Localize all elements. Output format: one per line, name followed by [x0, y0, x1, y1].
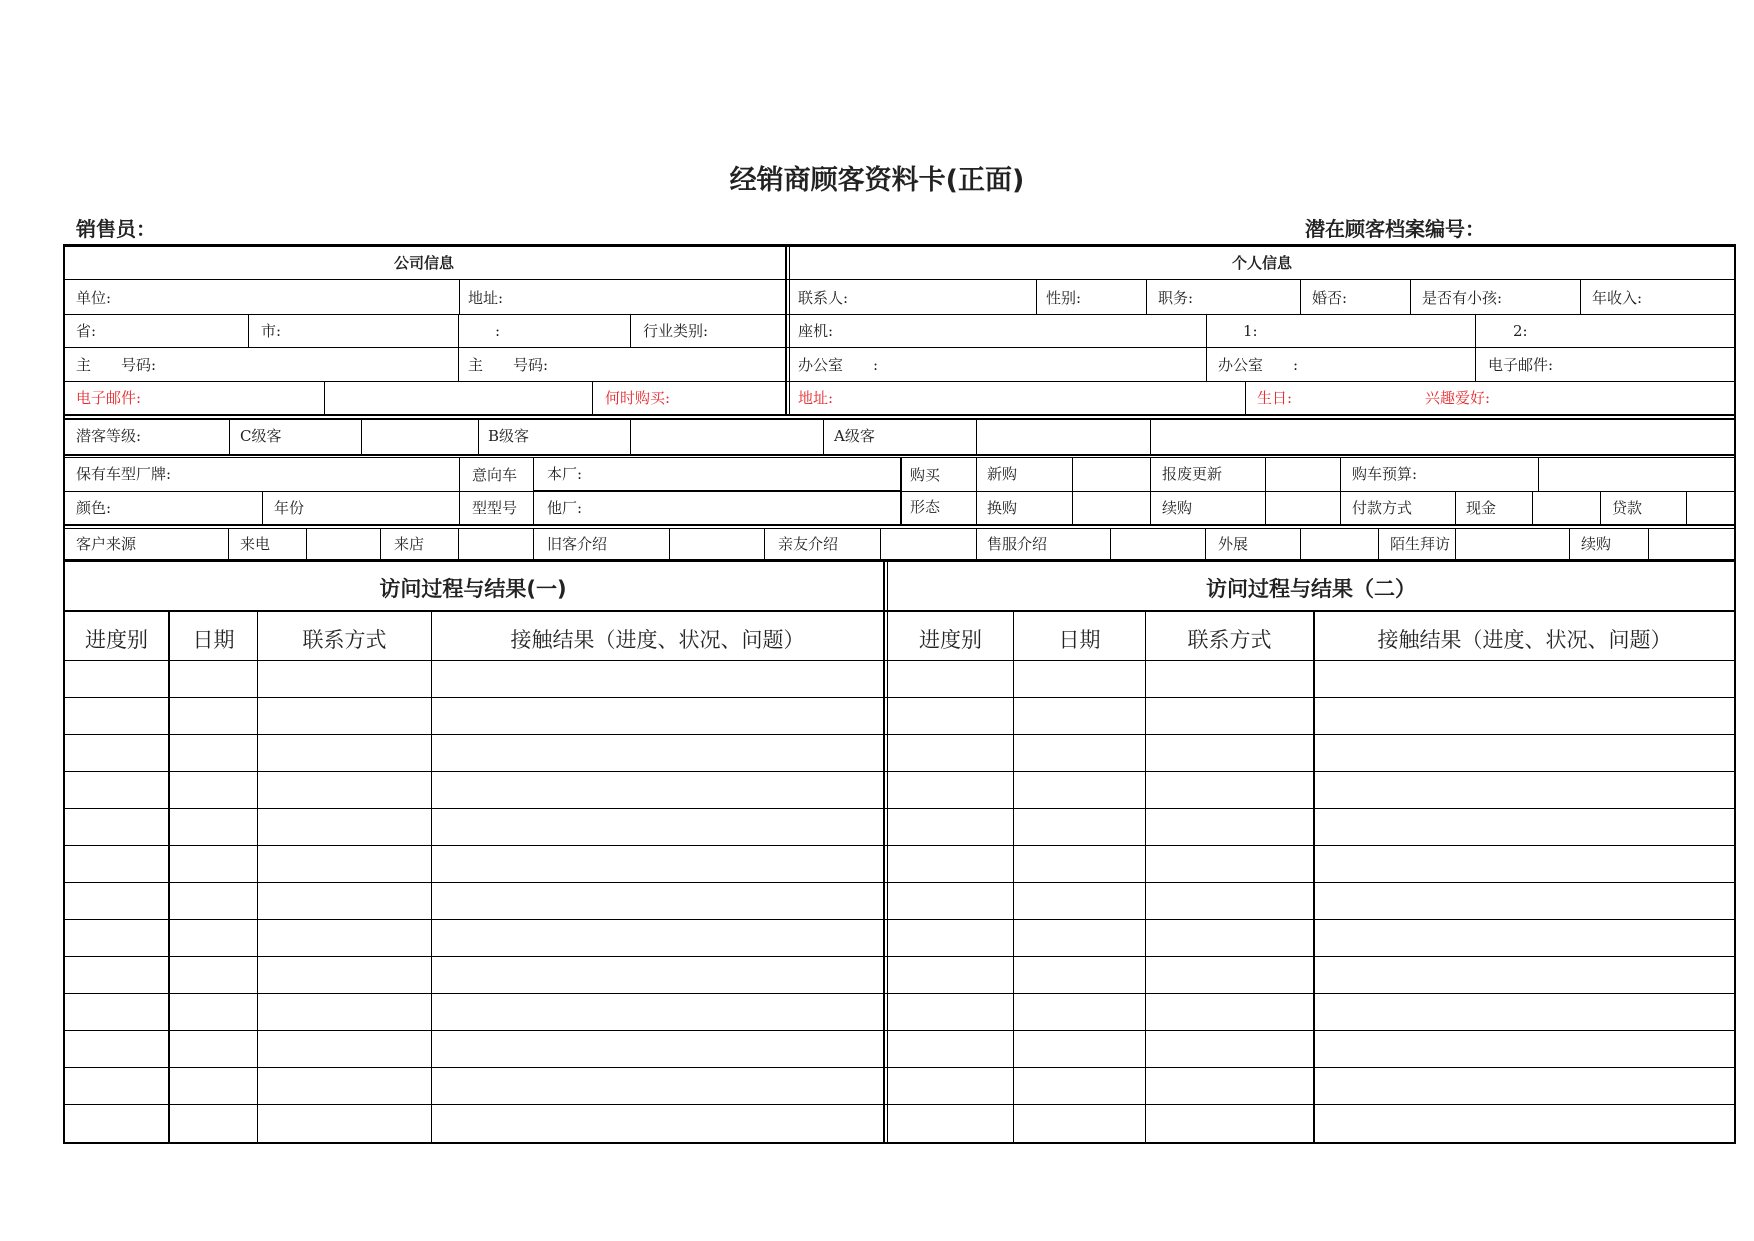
col-contact-method-2: 联系方式 — [1187, 628, 1272, 652]
cash-label: 现金 — [1466, 499, 1497, 517]
income-label: 年收入: — [1592, 289, 1643, 307]
visit-section-title-2: 访问过程与结果（二） — [1206, 577, 1416, 601]
main-number-label: 主 号码: — [76, 356, 157, 374]
position-label: 职务: — [1158, 289, 1194, 307]
personal-info-header: 个人信息 — [1231, 254, 1292, 272]
buy-type-label-2: 形态 — [910, 498, 941, 516]
col-contact-result: 接触结果（进度、状况、问题） — [510, 628, 805, 652]
office-label-2: 办公室 : — [1218, 356, 1299, 374]
a-level-label: A级客 — [834, 427, 875, 445]
gender-label: 性别: — [1046, 289, 1082, 307]
col-date: 日期 — [192, 628, 235, 652]
continue-buy-source-label: 续购 — [1581, 535, 1612, 553]
old-intro-label: 旧客介绍 — [547, 535, 608, 553]
birthday-label: 生日: — [1257, 389, 1293, 407]
visit-label: 来店 — [394, 535, 425, 553]
continue-buy-label: 续购 — [1162, 499, 1193, 517]
when-buy-label: 何时购买: — [605, 389, 671, 407]
salesperson-label: 销售员： — [76, 217, 156, 241]
page-title: 经销商顾客资料卡(正面) — [729, 165, 1025, 196]
after-sale-intro-label: 售服介绍 — [987, 535, 1048, 553]
col-contact-result-2: 接触结果（进度、状况、问题） — [1377, 628, 1672, 652]
main-number-label-2: 主 号码: — [468, 356, 549, 374]
unit-label: 单位: — [76, 289, 112, 307]
scrap-update-label: 报废更新 — [1162, 465, 1223, 483]
b-level-label: B级客 — [488, 427, 530, 445]
replace-label: 换购 — [987, 499, 1018, 517]
call-label: 来电 — [240, 535, 271, 553]
new-buy-label: 新购 — [987, 465, 1018, 483]
contact-label: 联系人: — [798, 289, 849, 307]
outdoor-label: 外展 — [1218, 535, 1249, 553]
industry-label: 行业类别: — [643, 322, 709, 340]
source-label: 客户来源 — [76, 535, 137, 553]
budget-label: 购车预算: — [1352, 465, 1418, 483]
year-label: 年份 — [274, 499, 305, 517]
loan-label: 贷款 — [1612, 499, 1643, 517]
col-date-2: 日期 — [1058, 628, 1101, 652]
blank-label: : — [495, 322, 501, 340]
address-label: 地址: — [468, 289, 504, 307]
payment-label: 付款方式 — [1352, 499, 1413, 517]
married-label: 婚否: — [1312, 289, 1348, 307]
email-label-company: 电子邮件: — [76, 389, 142, 407]
city-label: 市: — [261, 322, 282, 340]
our-factory-label: 本厂: — [547, 465, 583, 483]
color-label: 颜色: — [76, 499, 112, 517]
intent-model-label-1: 意向车 — [472, 466, 518, 484]
office-label-1: 办公室 : — [798, 356, 879, 374]
visit-section-title-1: 访问过程与结果(一) — [379, 577, 567, 601]
col-progress-2: 进度别 — [919, 628, 982, 652]
province-label: 省: — [76, 322, 97, 340]
email-label-personal: 电子邮件: — [1488, 356, 1554, 374]
cold-visit-label: 陌生拜访 — [1390, 535, 1451, 553]
mobile2-label: 2: — [1513, 322, 1528, 340]
c-level-label: C级客 — [240, 427, 282, 445]
intent-model-label-2: 型型号 — [472, 499, 518, 517]
address-label-personal: 地址: — [798, 389, 834, 407]
has-kids-label: 是否有小孩: — [1422, 289, 1503, 307]
level-label: 潜客等级: — [76, 427, 142, 445]
col-contact-method: 联系方式 — [302, 628, 387, 652]
friend-intro-label: 亲友介绍 — [778, 535, 839, 553]
other-factory-label: 他厂: — [547, 499, 583, 517]
hobby-label: 兴趣爱好: — [1425, 389, 1491, 407]
landline-label: 座机: — [798, 322, 834, 340]
owned-brand-label: 保有车型厂牌: — [76, 465, 172, 483]
company-info-header: 公司信息 — [393, 254, 454, 272]
archive-number-label: 潜在顾客档案编号： — [1305, 217, 1485, 241]
mobile1-label: 1: — [1243, 322, 1258, 340]
col-progress: 进度别 — [85, 628, 148, 652]
buy-type-label-1: 购买 — [910, 466, 941, 484]
